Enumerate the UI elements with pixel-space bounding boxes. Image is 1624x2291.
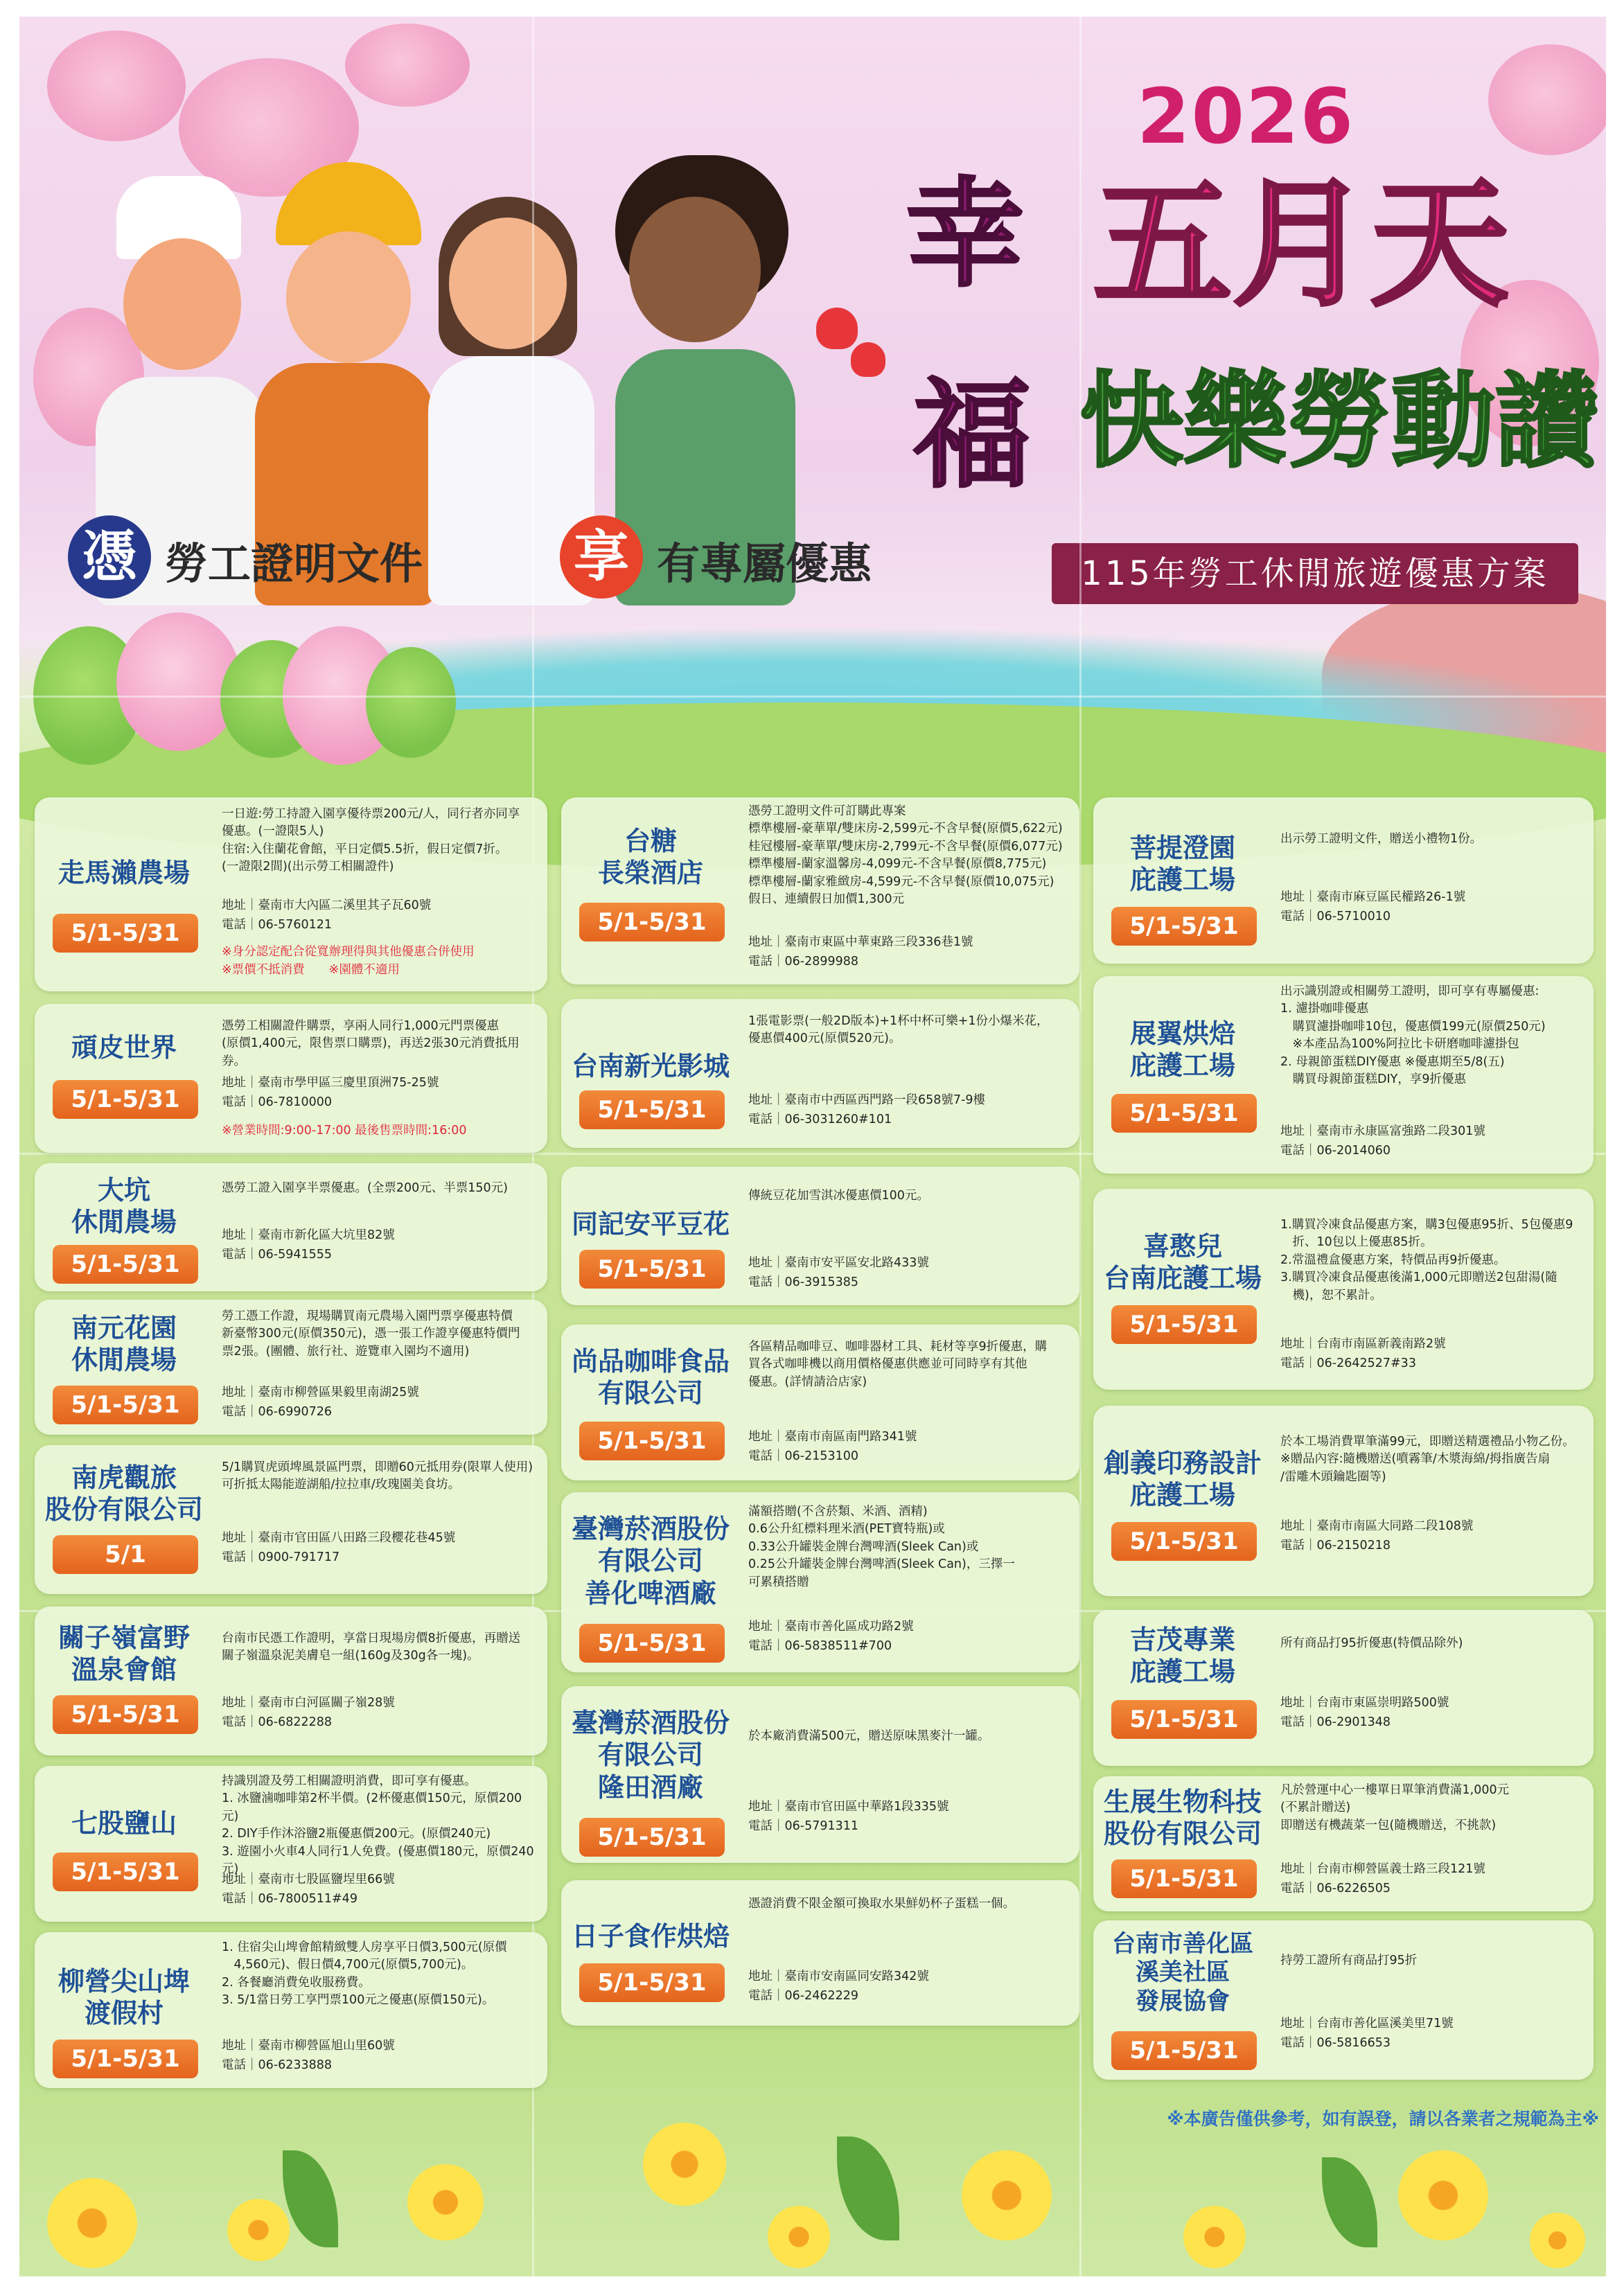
offer-description: 一日遊:勞工持證入園享優待票200元/人，同行者亦同享 優惠。(一證限5人) 住宿:入住蘭花會館，平日定價5.5折，假日定價7折。 (一證限2間)(出示勞工相關證件) [222, 807, 520, 874]
offer-date: 5/1-5/31 [1111, 1859, 1257, 1898]
merchant-name: 生展生物科技 股份有限公司 [1103, 1787, 1262, 1850]
merchant-name: 關子嶺富野 溫泉會館 [58, 1622, 190, 1686]
merchant-contact: 地址｜臺南市麻豆區民權路26-1號 電話｜06-5710010 [1280, 890, 1466, 923]
flower-decoration [962, 2150, 1052, 2240]
merchant-contact: 地址｜台南市柳營區義士路三段121號 電話｜06-6226505 [1280, 1862, 1485, 1895]
offer-date: 5/1-5/31 [53, 1852, 198, 1891]
offer-date: 5/1-5/31 [1111, 1700, 1257, 1739]
badge-right-circle: 享 [560, 515, 643, 599]
offer-description: 持識別證及勞工相關證明消費，即可享有優惠。 1. 冰鹽滷咖啡第2杯半價。(2杯優惠價150元，原價200元) 2. DIY手作沐浴鹽2瓶優惠價200元。(原價240元) 3. 遊園小火車4人同行1人免費。(優惠價180元，原價240元) [222, 1774, 534, 1876]
offer-date: 5/1-5/31 [579, 1250, 725, 1289]
merchant-contact: 地址｜臺南市南區大同路二段108號 電話｜06-2150218 [1280, 1519, 1474, 1553]
xingfu-char-1: 幸 [906, 166, 1025, 303]
leaf-decoration [283, 2150, 338, 2247]
offer-description: 憑勞工相關證件購票，享兩人同行1,000元門票優惠 (原價1,400元，限售票口購票)，再送2張30元消費抵用券。 [222, 1019, 520, 1068]
offer-note: ※營業時間:9:00-17:00 最後售票時間:16:00 [222, 1124, 467, 1138]
offer-card [561, 1880, 1079, 2026]
merchant-contact: 地址｜臺南市官田區八田路三段櫻花巷45號 電話｜0900-791717 [222, 1531, 456, 1564]
merchant-name: 走馬瀨農場 [58, 858, 190, 888]
offer-card [561, 797, 1079, 984]
offer-description: 於本廠消費滿500元，贈送原味黑麥汁一罐。 [748, 1729, 990, 1743]
offer-card [1093, 976, 1594, 1174]
merchant-name: 南虎觀旅 股份有限公司 [44, 1462, 203, 1525]
fold-line [19, 696, 1606, 698]
merchant-name: 七股鹽山 [71, 1808, 177, 1839]
merchant-contact: 地址｜臺南市官田區中華路1段335號 電話｜06-5791311 [748, 1800, 949, 1833]
merchant-contact: 地址｜臺南市白河區關子嶺28號 電話｜06-6822288 [222, 1696, 395, 1729]
sub-title: 快樂勞動讚 [1079, 362, 1600, 482]
offer-description: 傳統豆花加雪淇冰優惠價100元。 [748, 1189, 929, 1203]
offer-card [561, 1325, 1079, 1480]
offer-card [35, 1445, 547, 1594]
blossom-decoration [1488, 44, 1606, 155]
fold-line [1079, 17, 1082, 2276]
main-title: 五月天 [1093, 164, 1510, 326]
offer-note: ※身分認定配合從寬辦理得與其他優惠合併使用 ※票價不抵消費 ※園體不適用 [222, 945, 475, 978]
merchant-contact: 地址｜臺南市善化區成功路2號 電話｜06-5838511#700 [748, 1620, 914, 1653]
badge-right-text: 有專屬優惠 [657, 538, 872, 589]
merchant-contact: 地址｜臺南市柳營區果毅里南湖25號 電話｜06-6990726 [222, 1386, 419, 1419]
merchant-name: 頑皮世界 [71, 1032, 177, 1063]
merchant-name: 日子食作烘焙 [571, 1921, 730, 1952]
merchant-contact: 地址｜台南市南區新義南路2號 電話｜06-2642527#33 [1280, 1337, 1446, 1370]
offer-card [1093, 797, 1594, 964]
offer-description: 憑勞工證明文件可訂購此專案 標準樓層-豪華單/雙床房-2,599元-不含早餐(原價5,622元) 桂冠樓層-豪華單/雙床房-2,799元-不含早餐(原價6,077元) 標準樓層-蘭家溫馨房-4,099元-不含早餐(原價8,775元) 標準樓層-蘭家雅緻房-4,599元-不含早餐(原價10,075元) 假日、連續假日加價1,300元 [748, 804, 1063, 906]
merchant-name: 菩提澄園 庇護工場 [1129, 833, 1235, 896]
offer-card [35, 1932, 547, 2088]
merchant-name: 展翼烘焙 庇護工場 [1129, 1018, 1235, 1081]
offer-card [561, 999, 1079, 1148]
offer-description: 1. 住宿尖山埤會館精緻雙人房享平日價3,500元(原價 4,560元)、假日價4,700元(原價5,700元)。 2. 各餐廳消費免收服務費。 3. 5/1當日勞工享門票100元之優惠(原價150元)。 [222, 1940, 507, 2008]
flower-decoration [1398, 2150, 1488, 2240]
offer-date: 5/1-5/31 [53, 1245, 198, 1284]
flower-decoration [47, 2178, 137, 2268]
offer-card [1093, 1610, 1594, 1766]
offer-description: 1.購買冷凍食品優惠方案，購3包優惠95折、5包優惠9 折、10包以上優惠85折。 2.常溫禮盒優惠方案，特價品再9折優惠。 3.購買冷凍食品優惠後滿1,000元即贈送2包甜湯(隨 機)，恕不累計。 [1280, 1218, 1573, 1302]
flower-decoration [407, 2164, 484, 2240]
offer-description: 凡於營運中心一樓單日單筆消費滿1,000元 (不累計贈送) 即贈送有機蔬菜一包(隨機贈送，不挑款) [1280, 1783, 1510, 1832]
offer-description: 5/1購買虎頭埤風景區門票，即贈60元抵用券(限單人使用) 可折抵太陽能遊湖船/拉拉車/玫瑰園美食坊。 [222, 1460, 533, 1492]
offer-description: 滿額搭贈(不含菸類、米酒、酒精) 0.6公升紅標料理米酒(PET寶特瓶)或 0.33公升罐裝金牌台灣啤酒(Sleek Can)或 0.25公升罐裝金牌台灣啤酒(Sleek Can)，三擇一 可累積搭贈 [748, 1505, 1015, 1589]
offer-card [35, 1004, 547, 1153]
merchant-contact: 地址｜臺南市大內區二溪里其子瓦60號 電話｜06-5760121 [222, 899, 432, 932]
tree-decoration [366, 647, 456, 758]
offer-description: 台南市民憑工作證明，享當日現場房價8折優惠，再贈送 關子嶺溫泉泥美膚皂一組(160g及30g各一塊)。 [222, 1631, 521, 1663]
leaf-decoration [837, 2137, 899, 2240]
merchant-name: 大坑 休閒農場 [71, 1175, 177, 1238]
offer-description: 出示識別證或相關勞工證明，即可享有專屬優惠: 1. 濾掛咖啡優惠 購買濾掛咖啡10包，優惠價199元(原價250元) ※本產品為100%阿拉比卡研磨咖啡濾掛包 2. 母親節蛋糕DIY優惠 ※優惠期至5/8(五) 購買母親節蛋糕DIY，享9折優惠 [1280, 984, 1546, 1086]
offer-date: 5/1-5/31 [53, 914, 198, 953]
merchant-name: 臺灣菸酒股份 有限公司 善化啤酒廠 [571, 1514, 730, 1609]
offer-date: 5/1-5/31 [53, 1080, 198, 1119]
offer-description: 出示勞工證明文件，贈送小禮物1份。 [1280, 832, 1483, 846]
offer-date: 5/1-5/31 [579, 1963, 725, 2002]
offer-card [35, 1163, 547, 1291]
offer-description: 各區精品咖啡豆、咖啡器材工具、耗材等享9折優惠，購 買各式咖啡機以商用價格優惠供應並可同時享有其他 優惠。(詳情請洽店家) [748, 1340, 1048, 1389]
tulip-icon [851, 342, 885, 377]
offer-date: 5/1 [53, 1535, 198, 1574]
xingfu-char-2: 福 [913, 367, 1032, 504]
merchant-name: 台南新光影城 [571, 1051, 730, 1081]
offer-description: 勞工憑工作證，現場購買南元農場入園門票享優惠特價 新臺幣300元(原價350元)，憑一張工作證享優惠特價門 票2張。(團體、旅行社、遊覽車入園均不適用) [222, 1309, 520, 1359]
offer-card [1093, 1920, 1594, 2080]
offer-description: 憑證消費不限金額可換取水果鮮奶杯子蛋糕一個。 [748, 1897, 1015, 1911]
merchant-contact: 地址｜臺南市學甲區三慶里頂洲75-25號 電話｜06-7810000 [222, 1076, 439, 1109]
merchant-contact: 地址｜臺南市柳營區旭山里60號 電話｜06-6233888 [222, 2039, 395, 2072]
tulip-icon [816, 308, 858, 349]
offer-description: 憑勞工證入園享半票優惠。(全票200元、半票150元) [222, 1181, 508, 1195]
flower-decoration [643, 2123, 726, 2206]
leaf-decoration [1322, 2157, 1377, 2247]
merchant-name: 柳營尖山埤 渡假村 [58, 1966, 190, 2029]
offer-card [35, 797, 547, 991]
flower-decoration [768, 2206, 830, 2268]
merchant-contact: 地址｜臺南市新化區大坑里82號 電話｜06-5941555 [222, 1228, 395, 1262]
disclaimer-text: ※本廣告僅供參考，如有誤登，請以各業者之規範為主※ [1167, 2109, 1599, 2129]
offer-card [35, 1766, 547, 1922]
offer-date: 5/1-5/31 [1111, 907, 1257, 946]
merchant-name: 創義印務設計 庇護工場 [1103, 1448, 1262, 1511]
offer-date: 5/1-5/31 [1111, 1305, 1257, 1344]
year-title: 2026 [1136, 72, 1355, 161]
offer-card [1093, 1189, 1594, 1390]
offer-date: 5/1-5/31 [1111, 1522, 1257, 1561]
merchant-contact: 地址｜臺南市永康區富強路二段301號 電話｜06-2014060 [1280, 1124, 1485, 1158]
offer-date: 5/1-5/31 [579, 1624, 725, 1663]
offer-card [35, 1300, 547, 1435]
merchant-contact: 地址｜臺南市七股區鹽埕里66號 電話｜06-7800511#49 [222, 1873, 395, 1906]
badge-left-text: 勞工證明文件 [165, 538, 423, 589]
merchant-name: 吉茂專業 庇護工場 [1129, 1625, 1235, 1688]
flower-decoration [227, 2199, 290, 2261]
offer-date: 5/1-5/31 [53, 1695, 198, 1734]
merchant-contact: 地址｜臺南市安平區安北路433號 電話｜06-3915385 [748, 1256, 929, 1289]
merchant-name: 喜憨兒 台南庇護工場 [1103, 1231, 1262, 1294]
offer-date: 5/1-5/31 [53, 2040, 198, 2078]
merchant-name: 台南市善化區 溪美社區 發展協會 [1112, 1930, 1253, 2015]
offer-card [35, 1607, 547, 1755]
merchant-contact: 地址｜台南市善化區溪美里71號 電話｜06-5816653 [1280, 2017, 1454, 2050]
offer-card [1093, 1406, 1594, 1596]
offer-description: 1張電影票(一般2D版本)+1杯中杯可樂+1份小爆米花， 優惠價400元(原價520元)。 [748, 1014, 1049, 1046]
merchant-contact: 地址｜臺南市南區南門路341號 電話｜06-2153100 [748, 1430, 917, 1463]
offer-date: 5/1-5/31 [579, 1090, 725, 1129]
merchant-contact: 地址｜臺南市中西區西門路一段658號7-9樓 電話｜06-3031260#101 [748, 1093, 985, 1126]
offer-date: 5/1-5/31 [579, 1818, 725, 1857]
offer-date: 5/1-5/31 [1111, 2031, 1257, 2070]
offer-date: 5/1-5/31 [53, 1386, 198, 1424]
offer-date: 5/1-5/31 [579, 1422, 725, 1460]
offer-description: 持勞工證所有商品打95折 [1280, 1954, 1418, 1967]
offer-card [561, 1167, 1079, 1305]
merchant-contact: 地址｜台南市東區崇明路500號 電話｜06-2901348 [1280, 1696, 1449, 1729]
flower-decoration [1183, 2206, 1246, 2268]
flower-decoration [1530, 2213, 1585, 2268]
offer-description: 所有商品打95折優惠(特價品除外) [1280, 1636, 1463, 1650]
merchant-name: 同記安平豆花 [571, 1209, 730, 1239]
merchant-name: 南元花園 休閒農場 [71, 1313, 177, 1376]
merchant-contact: 地址｜臺南市東區中華東路三段336巷1號 電話｜06-2899988 [748, 935, 973, 968]
merchant-name: 尚品咖啡食品 有限公司 [571, 1346, 730, 1409]
plan-name-banner: 115年勞工休閒旅遊優惠方案 [1052, 543, 1578, 604]
poster [19, 17, 1606, 2276]
merchant-name: 臺灣菸酒股份 有限公司 隆田酒廠 [571, 1708, 730, 1803]
offer-date: 5/1-5/31 [579, 903, 725, 941]
offer-card [561, 1492, 1079, 1672]
blossom-decoration [345, 24, 470, 107]
blossom-decoration [47, 30, 186, 141]
badge-left-circle: 憑 [68, 515, 151, 599]
offer-card [561, 1686, 1079, 1863]
offer-description: 於本工場消費單筆滿99元，即贈送精選禮品小物乙份。 ※贈品內容:隨機贈送(噴霧筆/木漿海綿/拇指廣告扇 /雷雕木頭鑰匙圈等) [1280, 1435, 1575, 1484]
offer-card [1093, 1776, 1594, 1911]
merchant-contact: 地址｜臺南市安南區同安路342號 電話｜06-2462229 [748, 1970, 929, 2003]
merchant-name: 台糖 長榮酒店 [597, 826, 703, 889]
offer-date: 5/1-5/31 [1111, 1094, 1257, 1133]
